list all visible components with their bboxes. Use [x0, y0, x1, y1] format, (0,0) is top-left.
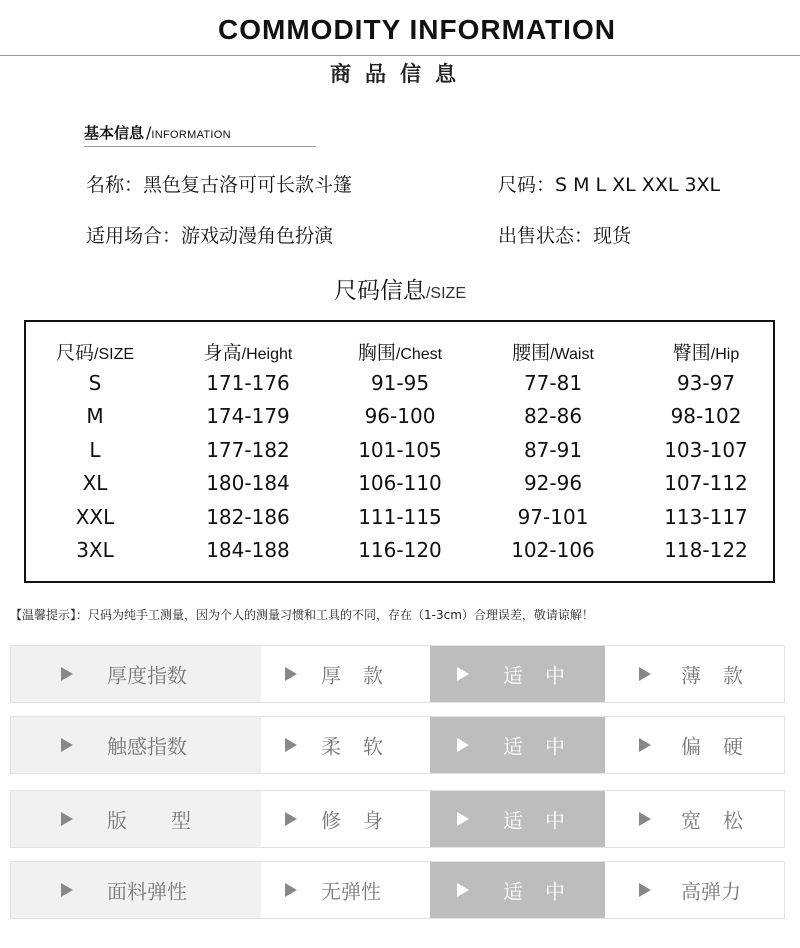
attribute-option	[261, 646, 430, 702]
title-divider	[0, 55, 800, 56]
size-cell: XXL	[75, 505, 115, 529]
attribute-label: 厚度指数	[107, 663, 187, 688]
header-label: 腰围	[512, 342, 551, 364]
attribute-label: 触感指数	[107, 734, 187, 759]
play-arrow-icon	[639, 667, 651, 681]
option-label: 适中	[503, 808, 587, 833]
attribute-option-selected	[430, 791, 605, 847]
header-label-en: /Chest	[395, 346, 443, 363]
chest-cell: 116-120	[358, 538, 442, 562]
option-label: 适中	[503, 734, 587, 759]
height-cell: 184-188	[206, 538, 290, 562]
header-label-en: /Height	[241, 346, 293, 363]
waist-cell: 82-86	[523, 404, 583, 428]
attribute-option	[261, 862, 430, 918]
attribute-label: 面料弹性	[107, 879, 187, 904]
chest-cell: 101-105	[358, 438, 442, 462]
option-label: 偏硬	[681, 734, 765, 759]
hip-cell: 93-97	[676, 371, 736, 395]
size-cell: L	[89, 438, 101, 462]
product-status: 出售状态：现货	[498, 225, 632, 247]
attribute-option	[605, 862, 784, 918]
product-sizes: 尺码：S M L XL XXL 3XL	[498, 174, 721, 196]
attribute-label-cell	[11, 646, 261, 702]
hip-cell: 103-107	[664, 438, 748, 462]
product-name: 名称：黑色复古洛可可长款斗篷	[86, 174, 353, 196]
waist-cell: 87-91	[523, 438, 583, 462]
hip-cell: 113-117	[664, 505, 748, 529]
play-arrow-icon	[285, 667, 297, 681]
waist-cell: 92-96	[523, 471, 583, 495]
header-label-en: /SIZE	[94, 346, 135, 363]
attribute-option-selected	[430, 646, 605, 702]
size-info-heading-cn: 尺码信息	[333, 278, 426, 304]
play-arrow-icon	[285, 812, 297, 826]
play-arrow-icon	[61, 667, 73, 681]
size-cell: M	[86, 404, 104, 428]
attribute-option	[605, 717, 784, 773]
chest-cell: 106-110	[358, 471, 442, 495]
size-cell: XL	[82, 471, 108, 495]
play-arrow-icon	[639, 883, 651, 897]
play-arrow-icon	[285, 738, 297, 752]
play-arrow-icon	[639, 738, 651, 752]
option-label: 修身	[321, 808, 405, 833]
size-cell: S	[88, 371, 102, 395]
header-label: 身高	[203, 342, 242, 364]
size-cell: 3XL	[76, 538, 114, 562]
attribute-label-cell	[11, 791, 261, 847]
header-label: 胸围	[357, 342, 396, 364]
basic-info-underline	[84, 146, 316, 147]
size-table-header	[478, 338, 628, 365]
attribute-option	[605, 646, 784, 702]
option-label: 宽松	[681, 808, 765, 833]
attribute-row-elasticity	[10, 861, 785, 919]
play-arrow-icon	[457, 738, 469, 752]
option-label: 无弹性	[321, 879, 381, 904]
basic-info-heading-cn: 基本信息	[84, 124, 145, 142]
attribute-label-cell	[11, 862, 261, 918]
basic-info-heading-en: INFORMATION	[151, 129, 231, 141]
option-label: 适中	[503, 879, 587, 904]
attribute-row-touch	[10, 716, 785, 774]
play-arrow-icon	[457, 883, 469, 897]
attribute-option-selected	[430, 717, 605, 773]
waist-cell: 97-101	[517, 505, 589, 529]
option-label: 适中	[503, 663, 587, 688]
size-table-header	[173, 338, 323, 365]
attribute-row-fit	[10, 790, 785, 848]
hip-cell: 107-112	[664, 471, 748, 495]
play-arrow-icon	[61, 883, 73, 897]
heading-slash: /	[146, 123, 152, 142]
header-label: 臀围	[672, 342, 711, 364]
height-cell: 174-179	[206, 404, 290, 428]
play-arrow-icon	[457, 812, 469, 826]
attribute-option	[605, 791, 784, 847]
waist-cell: 102-106	[511, 538, 595, 562]
height-cell: 171-176	[206, 371, 290, 395]
chest-cell: 91-95	[370, 371, 430, 395]
hip-cell: 118-122	[664, 538, 748, 562]
attribute-option	[261, 791, 430, 847]
size-info-heading	[0, 272, 800, 305]
option-label: 薄款	[681, 663, 765, 688]
header-label: 尺码	[55, 342, 94, 364]
attribute-label-cell	[11, 717, 261, 773]
attribute-label: 版型	[107, 808, 235, 833]
option-label: 柔软	[321, 734, 405, 759]
page-title-en: COMMODITY INFORMATION	[218, 14, 616, 45]
play-arrow-icon	[285, 883, 297, 897]
play-arrow-icon	[457, 667, 469, 681]
size-table-header	[325, 338, 475, 365]
height-cell: 180-184	[206, 471, 290, 495]
hip-cell: 98-102	[670, 404, 742, 428]
chest-cell: 111-115	[358, 505, 442, 529]
height-cell: 177-182	[206, 438, 290, 462]
attribute-option-selected	[430, 862, 605, 918]
option-label: 厚款	[321, 663, 405, 688]
height-cell: 182-186	[206, 505, 290, 529]
size-info-heading-en: /SIZE	[425, 285, 466, 302]
attribute-row-thickness	[10, 645, 785, 703]
play-arrow-icon	[61, 812, 73, 826]
header-label-en: /Hip	[710, 346, 740, 363]
chest-cell: 96-100	[364, 404, 436, 428]
size-table-header	[20, 338, 170, 365]
play-arrow-icon	[639, 812, 651, 826]
header-label-en: /Waist	[550, 346, 594, 363]
option-label: 高弹力	[681, 879, 741, 904]
basic-info-heading	[84, 122, 231, 143]
size-table-header	[631, 338, 781, 365]
waist-cell: 77-81	[523, 371, 583, 395]
attribute-option	[261, 717, 430, 773]
play-arrow-icon	[61, 738, 73, 752]
measurement-tip: 【温馨提示】：尺码为纯手工测量，因为个人的测量习惯和工具的不同，存在（1-3cm）合理误差，敬请谅解！	[10, 608, 594, 622]
page-title-cn: 商品信息	[330, 62, 470, 86]
product-occasion: 适用场合：游戏动漫角色扮演	[86, 225, 334, 247]
